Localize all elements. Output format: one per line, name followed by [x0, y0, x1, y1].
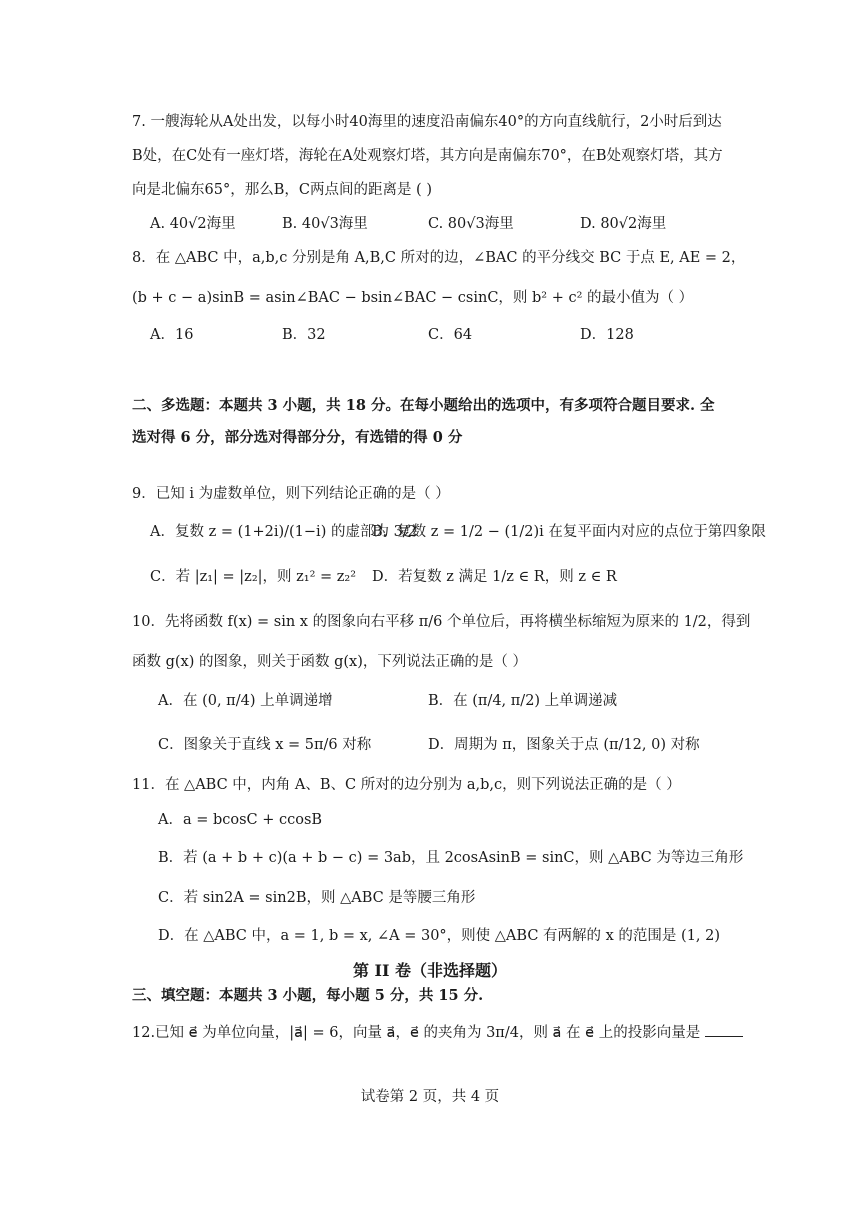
- q8-option-a: A．16: [150, 327, 194, 343]
- q9-option-d: D．若复数 z 满足 1/z ∈ R，则 z ∈ R: [372, 569, 617, 585]
- part-2-title: 第 II 卷（非选择题）: [352, 961, 508, 980]
- q11-stem: 11．在 △ABC 中，内角 A、B、C 所对的边分别为 a,b,c，则下列说法正确的是（ ）: [132, 777, 681, 793]
- q7-line-2: B处，在C处有一座灯塔，海轮在A处观察灯塔，其方向是南偏东70°，在B处观察灯塔，其方: [132, 148, 723, 164]
- q11-option-c: C．若 sin2A = sin2B，则 △ABC 是等腰三角形: [158, 890, 476, 906]
- q10-option-b: B．在 (π/4, π/2) 上单调递减: [428, 693, 618, 709]
- q12-answer-blank: [705, 1022, 743, 1037]
- q7-option-c: C. 80√3海里: [428, 216, 514, 232]
- section-3-heading: 三、填空题：本题共 3 小题，每小题 5 分，共 15 分.: [132, 987, 484, 1004]
- q7-line-1: 7. 一艘海轮从A处出发，以每小时40海里的速度沿南偏东40°的方向直线航行，2小时后到达: [132, 114, 722, 130]
- section-2-heading-line-2: 选对得 6 分，部分选对得部分分，有选错的得 0 分: [132, 429, 463, 446]
- q10-line-1: 10．先将函数 f(x) = sin x 的图象向右平移 π/6 个单位后，再将横坐标缩短为原来的 1/2，得到: [132, 614, 751, 630]
- q11-option-b: B．若 (a + b + c)(a + b − c) = 3ab，且 2cosAsinB = sinC，则 △ABC 为等边三角形: [158, 850, 744, 866]
- q7-option-d: D. 80√2海里: [580, 216, 667, 232]
- q11-option-a: A．a = bcosC + ccosB: [158, 812, 323, 828]
- q12-text: 12.已知 e⃗ 为单位向量，|a⃗| = 6，向量 a⃗，e⃗ 的夹角为 3π/4，则 a⃗ 在 e⃗ 上的投影向量是: [132, 1025, 701, 1041]
- q9-option-b: B．复数 z = 1/2 − (1/2)i 在复平面内对应的点位于第四象限: [372, 524, 766, 540]
- q8-line-2: (b + c − a)sinB = asin∠BAC − bsin∠BAC − csinC，则 b² + c² 的最小值为（ ）: [132, 290, 694, 306]
- q10-option-a: A．在 (0, π/4) 上单调递增: [158, 693, 333, 709]
- q8-option-d: D．128: [580, 327, 634, 343]
- question-12: [132, 1022, 743, 1043]
- q7-option-b: B. 40√3海里: [282, 216, 368, 232]
- q8-option-b: B．32: [282, 327, 326, 343]
- q9-option-a: A．复数 z = (1+2i)/(1−i) 的虚部为 3/2: [150, 524, 417, 540]
- q11-option-d: D．在 △ABC 中，a = 1, b = x, ∠A = 30°，则使 △ABC 有两解的 x 的范围是 (1, 2): [158, 928, 721, 944]
- page-footer: 试卷第 2 页，共 4 页: [360, 1089, 500, 1105]
- q9-option-c: C．若 |z₁| = |z₂|，则 z₁² = z₂²: [150, 569, 357, 585]
- section-2-heading-line-1: 二、多选题：本题共 3 小题，共 18 分。在每小题给出的选项中，有多项符合题目要求. 全: [132, 397, 715, 414]
- q9-stem: 9．已知 i 为虚数单位，则下列结论正确的是（ ）: [132, 486, 450, 502]
- q8-line-1: 8．在 △ABC 中，a,b,c 分别是角 A,B,C 所对的边，∠BAC 的平分线交 BC 于点 E, AE = 2，: [132, 250, 746, 266]
- q10-line-2: 函数 g(x) 的图象，则关于函数 g(x)，下列说法正确的是（ ）: [132, 654, 527, 670]
- q8-option-c: C．64: [428, 327, 473, 343]
- q7-line-3: 向是北偏东65°，那么B，C两点间的距离是 ( ): [132, 182, 432, 198]
- q10-option-d: D．周期为 π，图象关于点 (π/12, 0) 对称: [428, 737, 700, 753]
- q7-option-a: A. 40√2海里: [150, 216, 236, 232]
- q10-option-c: C．图象关于直线 x = 5π/6 对称: [158, 737, 372, 753]
